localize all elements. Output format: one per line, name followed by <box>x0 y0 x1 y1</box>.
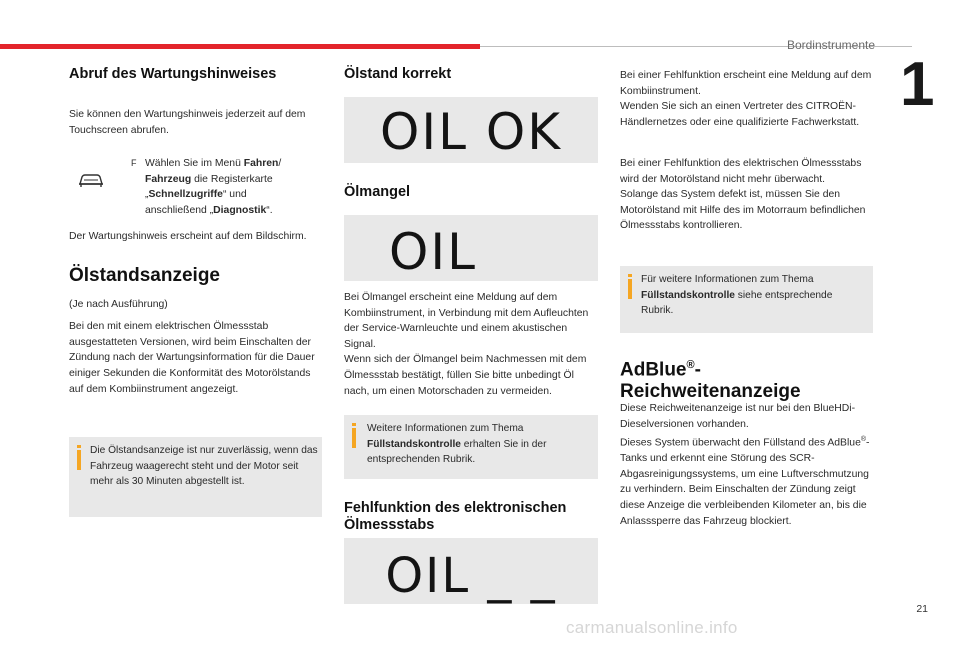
paragraph-after-step: Der Wartungshinweis erscheint auf dem Bildschirm. <box>69 231 307 242</box>
note-box-level-check <box>344 415 598 479</box>
heading-dipstick-fault: Fehlfunktion des elektronischen Ölmessstabs <box>344 500 567 533</box>
paragraph-availability: (Je nach Ausführung) <box>69 298 168 310</box>
paragraph-fault-2: Bei einer Fehlfunktion des elektrischen Ölmessstabs wird der Motorölstand nicht mehr überwacht. Solange das System defekt ist, müssen Sie den Motorölstand mit Hilfe des im Motorraum befindlichen Ölmessstabs kontrollieren. <box>620 158 866 232</box>
note-box-level-info <box>620 266 873 333</box>
heading-oil-level: Ölstandsanzeige <box>69 264 220 286</box>
note-text-c: siehe entsprechende Rubrik. <box>641 289 833 317</box>
step-instruction <box>131 156 321 218</box>
registered-mark: ® <box>860 436 867 444</box>
display-oil-fault-text: OIL _ _ <box>385 548 557 604</box>
tab-schnellzugriffe: Schnellzugriffe <box>148 189 223 201</box>
paragraph-adblue-b: -Tanks und erkennt eine Störung des SCR-Abgasreinigungssystems, um eine Luftverschmutzung zu verhindern. Beim Einschalten der Zündung zeigt diese Anzeige die verbleibenden Kilometer an, bis die Anlasssperre das Fahrzeug blockiert. <box>620 437 870 527</box>
heading-adblue-b: -Reichweitenanzeige <box>620 359 801 403</box>
paragraph-intro: Sie können den Wartungshinweis jederzeit auf dem Touchscreen abrufen. <box>69 109 306 136</box>
column-3-adblue <box>620 354 875 403</box>
column-1 <box>69 66 324 138</box>
menu-fahrzeug: Fahrzeug <box>145 173 192 185</box>
note-text-c: erhalten Sie in der entsprechenden Rubrik. <box>367 438 547 466</box>
display-oil-ok <box>344 97 598 163</box>
display-oil-ok-text: OIL OK <box>380 103 562 161</box>
note-keyword: Füllstandskontrolle <box>367 438 461 450</box>
step-text: die Registerkarte <box>191 173 273 185</box>
step-text: Wählen Sie im Menü <box>145 158 244 169</box>
step-text: “ und <box>222 189 247 201</box>
heading-oil-low: Ölmangel <box>344 184 411 200</box>
header-accent-bar <box>0 44 480 49</box>
note-text: Die Ölstandsanzeige ist nur zuverlässig, wenn das Fahrzeug waagerecht steht und der Motor seit mehr als 30 Minuten abgestellt ist. <box>90 445 318 488</box>
heading-maintenance-recall: Abruf des Wartungshinweises <box>69 66 277 82</box>
info-icon <box>76 445 84 470</box>
heading-oil-ok: Ölstand korrekt <box>344 66 452 82</box>
column-2-fault <box>344 500 584 534</box>
paragraph-oil-level: Bei den mit einem elektrischen Ölmessstab ausgestatteten Versionen, wird beim Einschalten der Zündung nach der Wartungsinformation für die Dauer einiger Sekunden die Konformität des Motorölstands auf dem Kombiinstrument angezeigt. <box>69 321 315 395</box>
note-text <box>641 272 866 319</box>
section-title: Bordinstrumente <box>786 38 875 52</box>
page-number: 21 <box>916 603 928 615</box>
display-oil-fault <box>344 538 598 604</box>
note-text <box>367 421 592 468</box>
info-icon <box>351 423 359 448</box>
step-marker: F <box>131 158 137 168</box>
item-diagnostik: Diagnostik <box>213 204 267 216</box>
info-icon <box>627 274 635 299</box>
column-2-low <box>344 184 599 201</box>
paragraph-oil-low: Bei Ölmangel erscheint eine Meldung auf dem Kombiinstrument, in Verbindung mit dem Aufleuchten der Service-Warnleuchte und einem akustischen Signal. Wenn sich der Ölmangel beim Nachmessen mit dem Ölmessstab bestätigt, füllen Sie bitte unbedingt Öl nach, um einen Motorschaden zu vermeiden. <box>344 292 589 397</box>
paragraph-adblue-a: Diese Reichweitenanzeige ist nur bei den BlueHDi-Dieselversionen vorhanden. Dieses System überwacht den Füllstand des AdBlue <box>620 403 861 449</box>
watermark: carmanualsonline.info <box>566 618 738 637</box>
column-2 <box>344 66 599 83</box>
car-icon <box>76 170 106 190</box>
column-1-cont <box>69 229 324 397</box>
heading-adblue <box>620 354 875 403</box>
registered-mark: ® <box>686 359 695 371</box>
paragraph-fault-1: Bei einer Fehlfunktion erscheint eine Meldung auf dem Kombiinstrument. Wenden Sie sich an einen Vertreter des CITROËN-Händlernetzes oder eine qualifizierte Fachwerkstatt. <box>620 70 872 128</box>
step-text: “. <box>266 204 273 216</box>
note-keyword: Füllstandskontrolle <box>641 289 735 301</box>
step-text: anschließend „ <box>145 204 214 216</box>
step-slash: / <box>278 158 282 169</box>
display-oil-low-text: OIL <box>389 223 477 281</box>
note-text-a: Weitere Informationen zum Thema <box>367 423 524 434</box>
note-box-reliability <box>69 437 322 517</box>
paragraph-adblue <box>620 401 875 529</box>
display-oil-low <box>344 215 598 281</box>
heading-adblue-a: AdBlue <box>620 359 687 381</box>
note-text-a: Für weitere Informationen zum Thema <box>641 274 814 285</box>
menu-fahren: Fahren <box>243 158 279 169</box>
chapter-number: 1 <box>900 50 935 119</box>
step-quote: „ <box>145 189 149 201</box>
